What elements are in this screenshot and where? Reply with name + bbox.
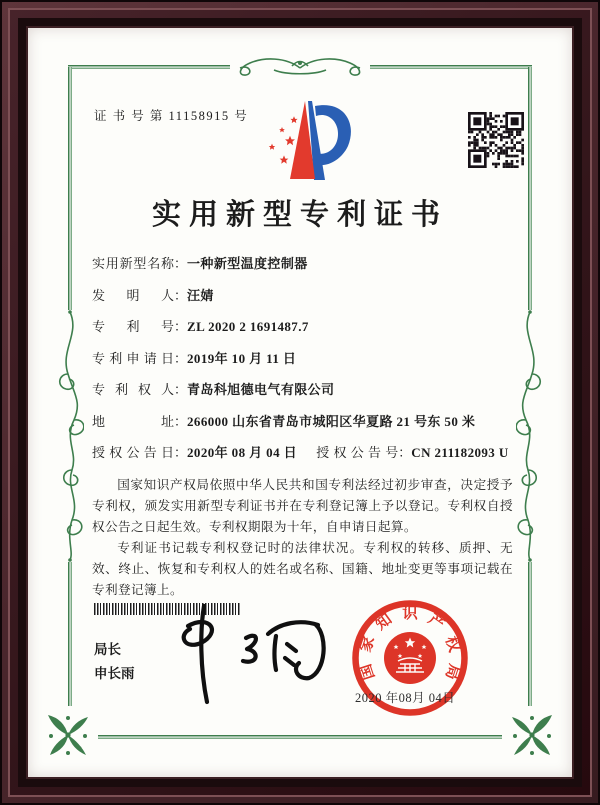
- utility-model-name: 一种新型温度控制器: [187, 256, 308, 271]
- legal-text-block: [92, 475, 513, 601]
- patentee-name: 青岛科旭德电气有限公司: [187, 382, 335, 397]
- field-row-patent-no: 专利号：ZL 2020 2 1691487.7: [92, 311, 522, 343]
- field-row-name: 实用新型名称：一种新型温度控制器: [92, 248, 522, 280]
- filing-date: 2019年 10 月 11 日: [187, 350, 297, 366]
- field-row-grant: 授权公告日：2020年 08 月 04 日 授权公告号：CN 211182093 U: [92, 437, 522, 469]
- director-title: 局长: [94, 642, 121, 657]
- bottom-left-floral-ornament: [42, 709, 94, 761]
- border-line-top-right: [370, 65, 532, 69]
- field-label: 专利权人: [92, 382, 174, 397]
- top-flourish-ornament: [230, 53, 370, 80]
- seal-char: 产: [424, 610, 448, 634]
- grant-publication-number: CN 211182093 U: [411, 445, 509, 460]
- seal-date: 2020 年08月 04日: [355, 691, 456, 705]
- seal-char: 国: [357, 661, 379, 682]
- legal-paragraph-1: 国家知识产权局依照中华人民共和国专利法经过初步审查，决定授予专利权，颁发实用新型专利证书并在专利登记簿上予以登记。专利权自授权公告之日起生效。专利权期限为十年，自申请日起算。: [92, 478, 513, 534]
- field-row-inventor: 发明人：汪婧: [92, 280, 522, 312]
- field-label: 授权公告号: [316, 445, 399, 460]
- certificate-paper: [28, 28, 572, 777]
- certificate-title: 实用新型专利证书: [151, 199, 448, 231]
- border-line-right-bottom: [528, 562, 532, 706]
- qr-code-icon: [468, 112, 524, 168]
- border-line-right-top: [528, 67, 532, 310]
- seal-char: 局: [441, 661, 463, 682]
- field-label: 专利申请日: [92, 350, 174, 366]
- left-scroll-ornament: [54, 310, 84, 562]
- patent-number: ZL 2020 2 1691487.7: [187, 319, 309, 334]
- fields-block: [92, 248, 522, 469]
- seal-char: 权: [441, 634, 463, 655]
- seal-char: 识: [402, 605, 418, 622]
- grant-date: 2020年 08 月 04 日: [187, 445, 298, 460]
- field-row-address: 地址：266000 山东省青岛市城阳区华夏路 21 号东 50 米: [92, 406, 522, 438]
- cnipa-logo-icon: [257, 98, 360, 182]
- bottom-right-floral-ornament: [506, 709, 558, 761]
- field-label: 发明人: [92, 287, 174, 303]
- field-row-patentee: 专利权人：青岛科旭德电气有限公司: [92, 374, 522, 406]
- field-label: 地址: [92, 413, 174, 429]
- border-line-top-left: [68, 65, 230, 69]
- certificate-number: 证 书 号 第 11158915 号: [94, 109, 249, 123]
- national-emblem-icon: [384, 632, 436, 684]
- patentee-address: 266000 山东省青岛市城阳区华夏路 21 号东 50 米: [187, 413, 476, 429]
- border-line-left-top: [68, 67, 72, 310]
- border-line-bottom: [98, 735, 502, 739]
- legal-paragraph-2: 专利证书记载专利权登记时的法律状况。专利权的转移、质押、无效、终止、恢复和专利权人的姓名或名称、国籍、地址变更等事项记载在专利登记簿上。: [92, 541, 513, 597]
- inventor-name: 汪婧: [187, 287, 214, 303]
- field-label: 实用新型名称: [92, 256, 174, 271]
- border-line-left-bottom: [68, 562, 72, 706]
- seal-char: 家: [357, 634, 379, 655]
- seal-char: 知: [372, 610, 396, 634]
- field-row-filing-date: 专利申请日：2019年 10 月 11 日: [92, 343, 522, 375]
- director-signature: [166, 598, 341, 708]
- field-label: 授权公告日: [92, 445, 174, 460]
- director-name: 申长雨: [94, 666, 135, 681]
- field-label: 专利号: [92, 319, 174, 334]
